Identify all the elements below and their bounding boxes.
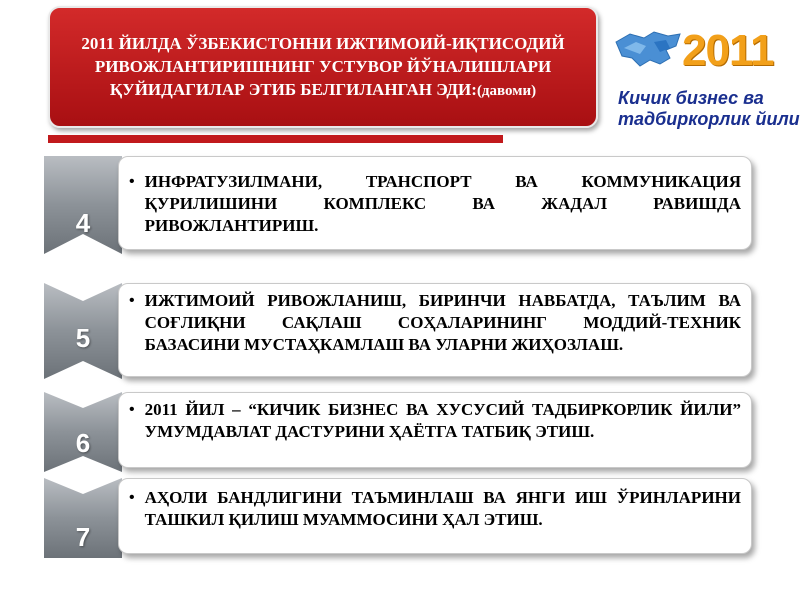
page-title: [68, 32, 578, 103]
bullet-icon: •: [129, 292, 135, 309]
item-card: [118, 156, 752, 250]
list-item: [40, 283, 752, 379]
item-number: 4: [75, 208, 91, 238]
item-text: ИЖТИМОИЙ РИВОЖЛАНИШ, БИРИНЧИ НАВБАТДА, ТАЪЛИМ ВА СОҒЛИҚНИ САҚЛАШ СОҲАЛАРИНИНГ МОДДИЙ-ТЕХНИК БАЗАСИНИ МУСТАҲКАМЛАШ ВА УЛАРНИ ЖИҲОЗЛАШ.: [144, 291, 741, 354]
item-text: АҲОЛИ БАНДЛИГИНИ ТАЪМИНЛАШ ВА ЯНГИ ИШ ЎРИНЛАРИНИ ТАШКИЛ ҚИЛИШ МУАММОСИНИ ҲАЛ ЭТИШ.: [144, 488, 741, 529]
chevron-marker: [40, 156, 126, 254]
item-card: [118, 392, 752, 468]
title-underline: [48, 135, 503, 143]
bullet-icon: •: [129, 173, 135, 190]
title-suffix: (давоми): [476, 82, 537, 99]
item-text: 2011 ЙИЛ – “КИЧИК БИЗНЕС ВА ХУСУСИЙ ТАДБИРКОРЛИК ЙИЛИ” УМУМДАВЛАТ ДАСТУРИНИ ҲАЁТГА ТАТБИҚ ЭТИШ.: [144, 400, 741, 441]
bullet-icon: •: [129, 489, 135, 506]
list-item: [40, 392, 752, 472]
item-number: 5: [75, 323, 91, 353]
item-text: ИНФРАТУЗИЛМАНИ, ТРАНСПОРТ ВА КОММУНИКАЦИЯ ҚУРИЛИШИНИ КОМПЛЕКС ВА ЖАДАЛ РАВИШДА РИВОЖЛАНТИРИШ.: [144, 172, 741, 235]
title-main: 2011 ЙИЛДА ЎЗБЕКИСТОННИ ИЖТИМОИЙ-ИҚТИСОДИЙ РИВОЖЛАНТИРИШНИНГ УСТУВОР ЙЎНАЛИШЛАРИ ҚУЙИДАГИЛАР ЭТИБ БЕЛГИЛАНГАН ЭДИ:: [81, 33, 565, 99]
list-item: [40, 156, 752, 254]
item-number: 7: [75, 522, 91, 552]
year-logo: [610, 12, 800, 130]
logo-caption-line2: тадбиркорлик йили: [618, 109, 800, 129]
logo-caption-line1: Кичик бизнес ва: [618, 88, 764, 108]
title-banner: [48, 6, 598, 128]
logo-year: 2011: [682, 26, 774, 75]
item-card: [118, 283, 752, 377]
list-item: [40, 478, 752, 558]
item-number: 6: [75, 428, 91, 458]
item-card: [118, 478, 752, 554]
bullet-icon: •: [129, 401, 135, 418]
